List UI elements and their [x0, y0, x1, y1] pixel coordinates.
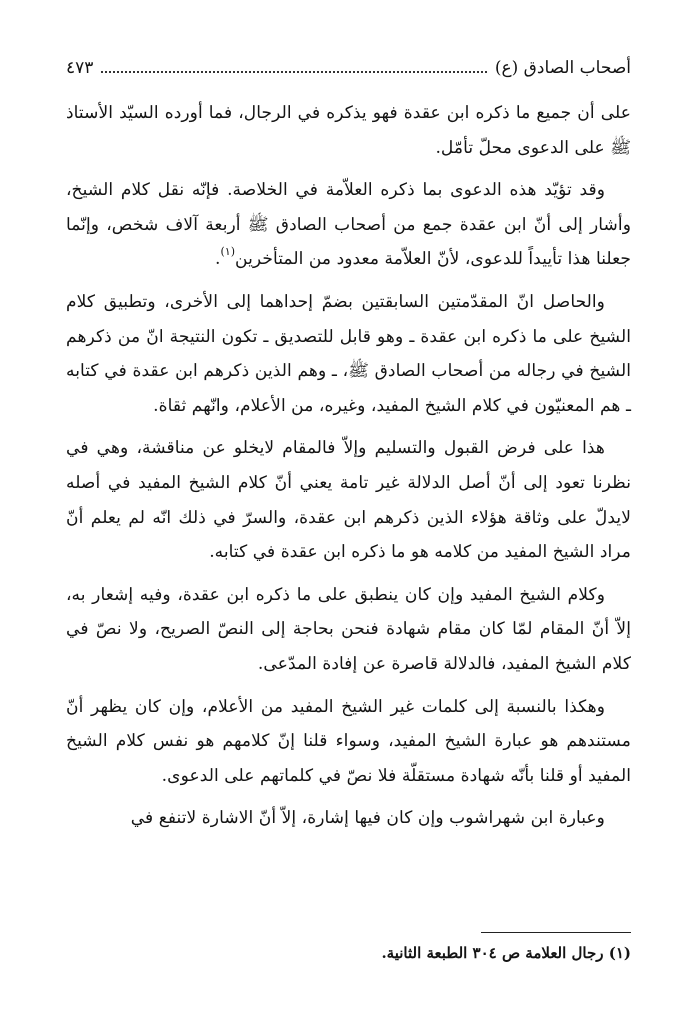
footnote-marker: (١) — [220, 245, 236, 259]
paragraph-2: وقد تؤيّد هذه الدعوى بما ذكره العلاّمة في الخلاصة. فإنّه نقل كلام الشيخ، وأشار إلى أنّ ابن عقدة جمع من أصحاب الصادق ﷺ أربعة آلاف شخص، وإنّما جعلنا هذا تأييداً للدعوى، لأنّ العلاّمة معدود من المتأخرين$^{(١)}$. — [66, 180, 631, 270]
footnote: (١) رجال العلامة ص ٣٠٤ الطبعة الثانية. — [381, 944, 631, 962]
paragraph-5: وكلام الشيخ المفيد وإن كان ينطبق على ما ذكره ابن عقدة، وفيه إشعار به، إلاّ أنّ المقام لمّا كان مقام شهادة فنحن بحاجة إلى النصّ الصريح، ولا نصّ في كلام الشيخ المفيد، فالدلالة قاصرة عن إفادة المدّعى. — [66, 584, 631, 674]
paragraph-2-text: وقد تؤيّد هذه الدعوى بما ذكره العلاّمة في الخلاصة. فإنّه نقل كلام الشيخ، وأشار إلى أنّ ابن عقدة جمع من أصحاب الصادق ﷺ أربعة آلاف شخص، وإنّما جعلنا هذا تأييداً للدعوى، لأنّ العلاّمة معدود من المتأخرين — [66, 180, 631, 270]
header-title: أصحاب الصادق (ع) — [494, 58, 631, 78]
paragraph-3: والحاصل انّ المقدّمتين السابقتين بضمّ إحداهما إلى الأخرى، وتطبيق كلام الشيخ على ما ذكره ابن عقدة ـ وهو قابل للتصديق ـ تكون النتيجة انّ من ذكرهم الشيخ في رجاله من أصحاب الصادق ﷺ، ـ وهم الذين ذكرهم ابن عقدة في كتابه ـ هم المعنيّون في كلام الشيخ المفيد، وغيره، من الأعلام، وانّهم ثقاة. — [66, 291, 631, 416]
body-text — [66, 96, 631, 836]
running-header — [66, 48, 631, 78]
footnote-separator — [481, 932, 631, 933]
paragraph-6: وهكذا بالنسبة إلى كلمات غير الشيخ المفيد من الأعلام، وإن كان يظهر أنّ مستندهم هو عبارة الشيخ المفيد، وسواء قلنا إنّ كلامهم هو نفس كلام الشيخ المفيد أو قلنا بأنّه شهادة مستقلّة فلا نصّ في كلماتهم على الدعوى. — [66, 696, 631, 786]
paragraph-7: وعبارة ابن شهراشوب وإن كان فيها إشارة، إلاّ أنّ الاشارة لاتنفع في — [130, 808, 605, 829]
header-dot-leader — [101, 70, 486, 73]
paragraph-1: على أن جميع ما ذكره ابن عقدة فهو يذكره في الرجال، فما أورده السيّد الأستاذ ﷺ على الدعوى محلّ تأمّل. — [66, 103, 631, 158]
paragraph-4: هذا على فرض القبول والتسليم وإلاّ فالمقام لايخلو عن مناقشة، وهي في نظرنا تعود إلى أنّ أصل الدلالة غير تامة يعني أنّ كلام الشيخ المفيد في أصله لايدلّ على وثاقة هؤلاء الذين ذكرهم ابن عقدة، والسرّ في ذلك انّه لم يعلم أنّ مراد الشيخ المفيد من كلامه هو ما ذكره ابن عقدة في كتابه. — [66, 438, 631, 563]
page-number: ٤٧٣ — [66, 58, 94, 78]
